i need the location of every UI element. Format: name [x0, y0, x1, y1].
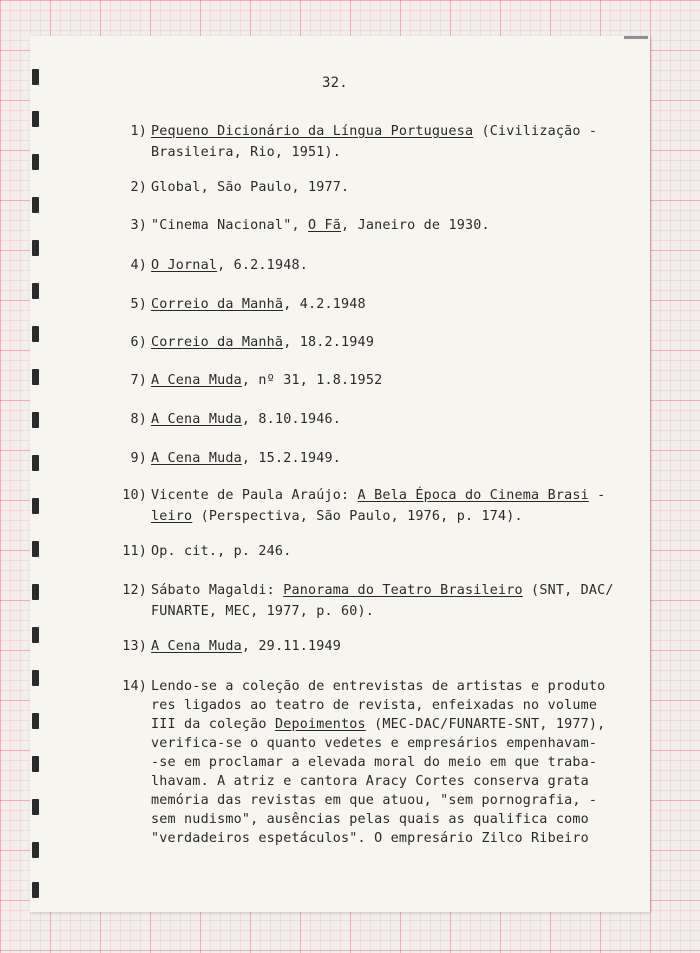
footnote-line: [151, 544, 291, 559]
cited-title: Correio da Manhã: [151, 335, 284, 350]
footnote-text: , 15.2.1949.: [241, 451, 342, 466]
footnote-number: 5): [130, 297, 147, 312]
footnote-number: 10): [122, 488, 147, 503]
binding-hole: [32, 283, 39, 299]
cited-title: Depoimentos: [274, 717, 366, 732]
footnote-line: [151, 736, 597, 751]
footnote-text: (Civilização -: [473, 124, 598, 139]
footnote-line: [151, 373, 382, 388]
cited-title: O Fã: [307, 218, 342, 233]
binding-hole: [32, 412, 39, 428]
cited-title: leiro: [151, 509, 193, 524]
binding-hole: [32, 326, 39, 342]
footnote-number: 6): [130, 335, 147, 350]
footnote-number: 8): [130, 412, 147, 427]
footnote-number: 14): [122, 679, 147, 694]
footnote-text: Vicente de Paula Araújo:: [151, 488, 358, 503]
footnote-text: Op. cit., p. 246.: [151, 544, 292, 559]
footnote-line: [151, 774, 589, 789]
footnote-text: Lendo-se a coleção de entrevistas de artistas e produto: [151, 679, 606, 694]
footnote-number: 9): [130, 451, 147, 466]
cited-title: Correio da Manhã: [151, 297, 284, 312]
binding-hole: [32, 197, 39, 213]
footnote-text: , 4.2.1948: [283, 297, 366, 312]
footnote-line: [151, 218, 490, 233]
footnote-text: memória das revistas em que atuou, "sem pornografia, -: [151, 793, 598, 808]
cited-title: Panorama do Teatro Brasileiro: [283, 583, 523, 598]
footnote-line: [151, 639, 341, 654]
cited-title: A Cena Muda: [151, 639, 242, 654]
footnote-line: [151, 583, 614, 598]
footnote-line: [151, 451, 341, 466]
footnote-text: res ligados ao teatro de revista, enfeixadas no volume: [151, 698, 598, 713]
footnote-number: 11): [122, 544, 147, 559]
footnote-line: [151, 335, 374, 350]
cited-title: A Cena Muda: [151, 373, 242, 388]
footnote-line: [151, 793, 597, 808]
footnote-text: lhavam. A atriz e cantora Aracy Cortes conserva grata: [151, 774, 589, 789]
footnote-text: , nº 31, 1.8.1952: [241, 373, 383, 388]
footnote-line: [151, 258, 308, 273]
binding-hole: [32, 713, 39, 729]
binding-holes: [30, 36, 40, 912]
footnote-text: (MEC-DAC/FUNARTE-SNT, 1977),: [365, 717, 606, 732]
binding-hole: [32, 240, 39, 256]
binding-hole: [32, 842, 39, 858]
footnote-text: , 29.11.1949: [241, 639, 342, 654]
footnote-text: Global, São Paulo, 1977.: [151, 180, 350, 195]
footnote-number: 7): [130, 373, 147, 388]
footnote-line: [151, 124, 597, 139]
binding-hole: [32, 69, 39, 85]
binding-hole: [32, 154, 39, 170]
footnote-line: [151, 679, 605, 694]
footnote-line: [151, 698, 597, 713]
footnote-text: , Janeiro de 1930.: [341, 218, 490, 233]
page-number: 32.: [322, 75, 348, 91]
footnote-text: -: [588, 488, 606, 503]
footnote-number: 12): [122, 583, 147, 598]
cited-title: A Bela Época do Cinema Brasi: [357, 488, 589, 503]
cited-title: Pequeno Dicionário da Língua Portuguesa: [151, 124, 474, 139]
binding-hole: [32, 756, 39, 772]
footnote-number: 4): [130, 258, 147, 273]
footnote-text: (SNT, DAC/: [522, 583, 614, 598]
footnote-number: 1): [130, 124, 147, 139]
binding-hole: [32, 111, 39, 127]
footnote-text: verifica-se o quanto vedetes e empresários empenhavam-: [151, 736, 598, 751]
footnote-text: "verdadeiros espetáculos". O empresário Zilco Ribeiro: [151, 831, 589, 846]
footnote-text: "Cinema Nacional",: [151, 218, 308, 233]
footnote-line: [151, 509, 523, 524]
cited-title: A Cena Muda: [151, 412, 242, 427]
footnote-line: [151, 297, 366, 312]
footnote-text: (Perspectiva, São Paulo, 1976, p. 174).: [192, 509, 523, 524]
cited-title: A Cena Muda: [151, 451, 242, 466]
footnote-number: 3): [130, 218, 147, 233]
footnote-text: Sábato Magaldi:: [151, 583, 284, 598]
footnote-line: [151, 755, 597, 770]
binding-hole: [32, 541, 39, 557]
footnote-line: [151, 717, 605, 732]
footnote-line: [151, 488, 605, 503]
footnote-line: [151, 604, 374, 619]
footnote-line: [151, 812, 589, 827]
footnote-text: Brasileira, Rio, 1951).: [151, 145, 342, 160]
binding-hole: [32, 369, 39, 385]
footnote-line: [151, 145, 341, 160]
footnote-text: , 6.2.1948.: [217, 258, 308, 273]
footnote-text: -se em proclamar a elevada moral do meio em que traba-: [151, 755, 598, 770]
footnote-text: sem nudismo", ausências pelas quais as qualifica como: [151, 812, 589, 827]
binding-hole: [32, 799, 39, 815]
footnote-line: [151, 180, 349, 195]
cited-title: O Jornal: [151, 258, 218, 273]
page-edge-mark: [624, 36, 648, 39]
binding-hole: [32, 455, 39, 471]
footnote-text: III da coleção: [151, 717, 275, 732]
binding-hole: [32, 882, 39, 898]
binding-hole: [32, 670, 39, 686]
footnote-text: , 8.10.1946.: [241, 412, 342, 427]
footnote-number: 13): [122, 639, 147, 654]
binding-hole: [32, 627, 39, 643]
footnote-line: [151, 831, 589, 846]
binding-hole: [32, 498, 39, 514]
footnote-text: FUNARTE, MEC, 1977, p. 60).: [151, 604, 375, 619]
footnote-text: , 18.2.1949: [283, 335, 375, 350]
footnote-number: 2): [130, 180, 147, 195]
binding-hole: [32, 584, 39, 600]
typewritten-page: [30, 36, 650, 912]
footnote-line: [151, 412, 341, 427]
